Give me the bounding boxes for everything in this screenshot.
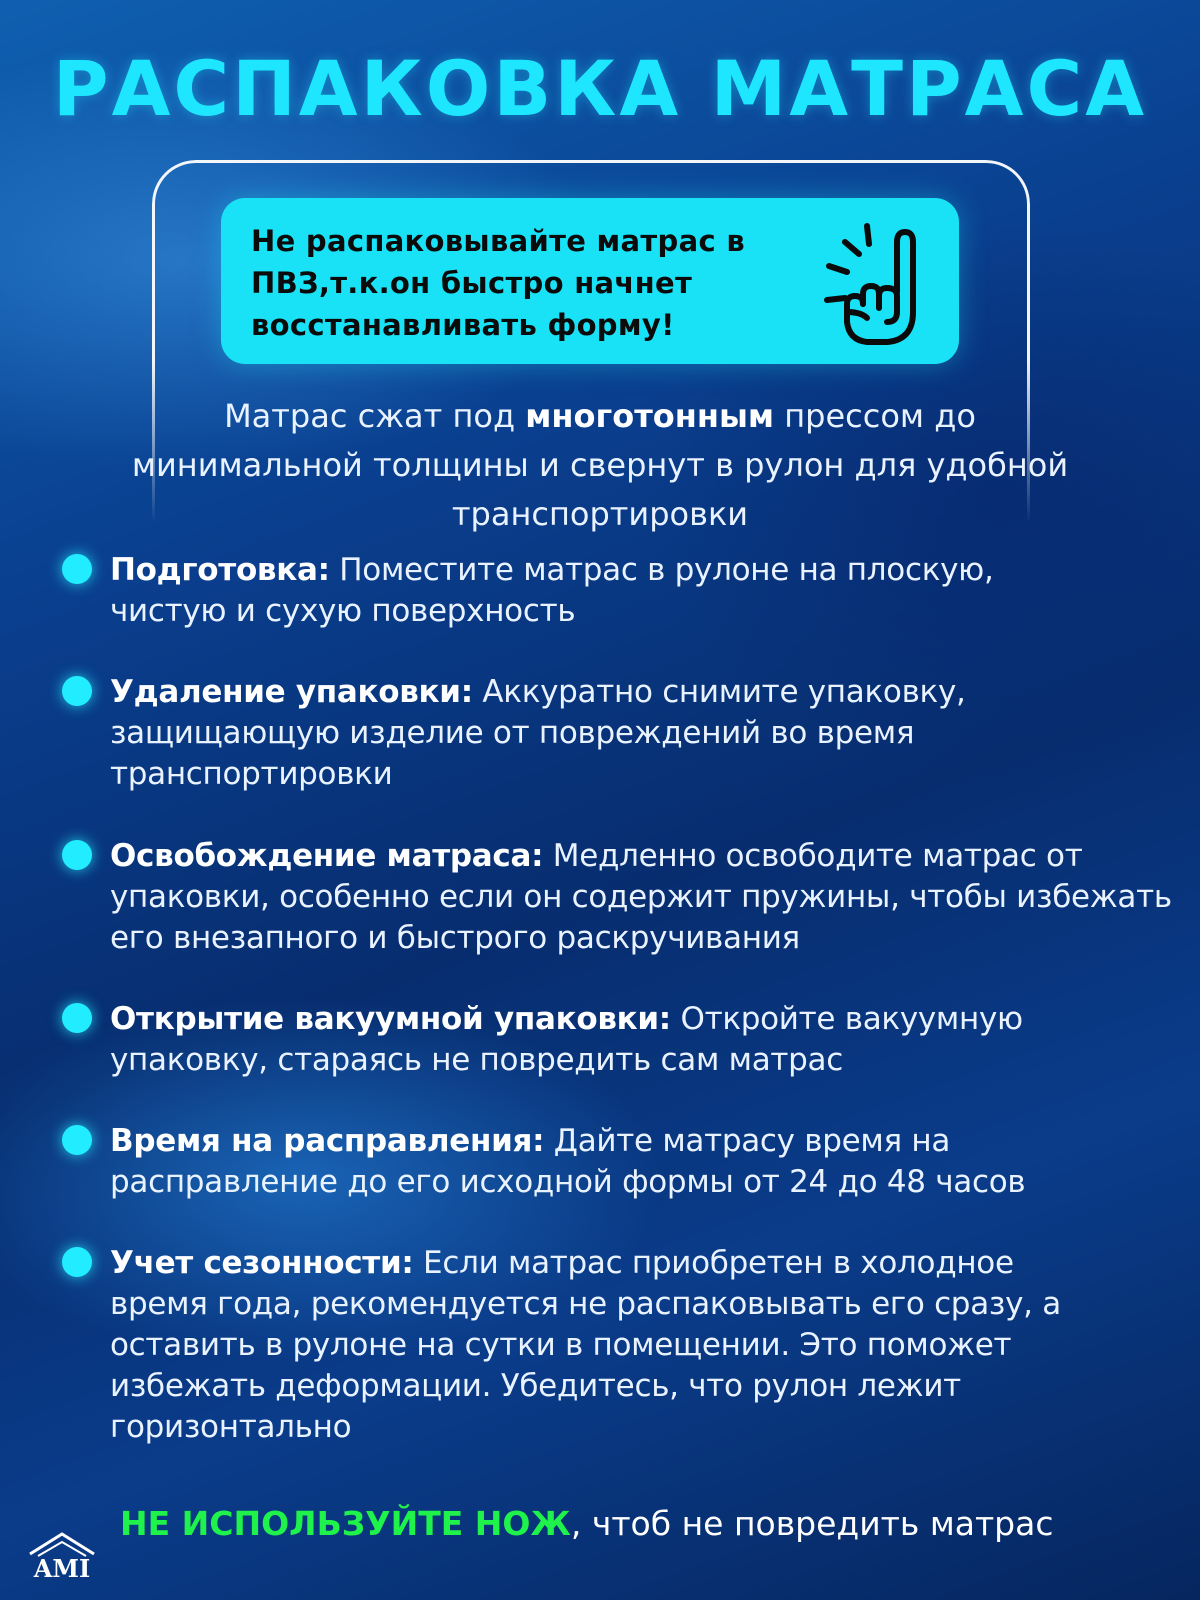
step-label: Удаление упаковки: xyxy=(110,674,473,710)
bullet-dot xyxy=(62,1247,92,1277)
step-body: Откройте вакуумную упаковку, стараясь не повредить сам матрас xyxy=(110,1001,1023,1078)
step-text xyxy=(110,550,1030,632)
intro-before: Матрас сжат под xyxy=(224,397,526,435)
knife-warning-highlight: НЕ ИСПОЛЬЗУЙТЕ НОЖ xyxy=(120,1504,571,1543)
knife-warning xyxy=(120,1504,1180,1544)
step-text xyxy=(110,999,1070,1081)
step-body: Поместите матрас в рулоне на плоскую, чистую и сухую поверхность xyxy=(110,552,994,629)
step-label: Время на расправления: xyxy=(110,1123,545,1159)
step-label: Подготовка: xyxy=(110,552,330,588)
step-label: Учет сезонности: xyxy=(110,1245,414,1281)
step-body: Аккуратно снимите упаковку, защищающую изделие от повреждений во время транспортировки xyxy=(110,674,966,792)
step-text xyxy=(110,1121,1090,1203)
bullet-dot xyxy=(62,1125,92,1155)
step-body: Если матрас приобретен в холодное время года, рекомендуется не распаковывать его сразу, а оставить в рулоне на сутки в помещении. Это поможет избежать деформации. Убедитесь, что рулон лежит горизонтально xyxy=(110,1245,1061,1445)
knife-warning-rest: , чтоб не повредить матрас xyxy=(570,1504,1054,1543)
step-label: Открытие вакуумной упаковки: xyxy=(110,1001,671,1037)
bullet-dot xyxy=(62,554,92,584)
step-text xyxy=(110,672,1010,795)
brand-logo xyxy=(22,1530,102,1586)
warning-text: Не распаковывайте матрас в ПВЗ,т.к.он быстро начнет восстанавливать форму! xyxy=(251,224,746,342)
logo-text: AMI xyxy=(33,1554,91,1583)
pointing-hand-icon xyxy=(801,212,941,352)
page-title: РАСПАКОВКА МАТРАСА xyxy=(52,44,1148,133)
bullet-dot xyxy=(62,1003,92,1033)
bullet-dot xyxy=(62,840,92,870)
step-body: Медленно освободите матрас от упаковки, особенно если он содержит пружины, чтобы избежать его внезапного и быстрого раскручивания xyxy=(110,838,1172,956)
intro-bold: многотонным xyxy=(525,397,775,435)
bullet-dot xyxy=(62,676,92,706)
step-body: Дайте матрасу время на расправление до его исходной формы от 24 до 48 часов xyxy=(110,1123,1026,1200)
step-text xyxy=(110,1243,1120,1448)
intro-text xyxy=(120,392,1080,539)
intro-after: прессом до минимальной толщины и свернут в рулон для удобной транспортировки xyxy=(131,397,1069,533)
step-label: Освобождение матраса: xyxy=(110,838,544,874)
warning-box xyxy=(221,198,959,364)
step-text xyxy=(110,836,1180,959)
